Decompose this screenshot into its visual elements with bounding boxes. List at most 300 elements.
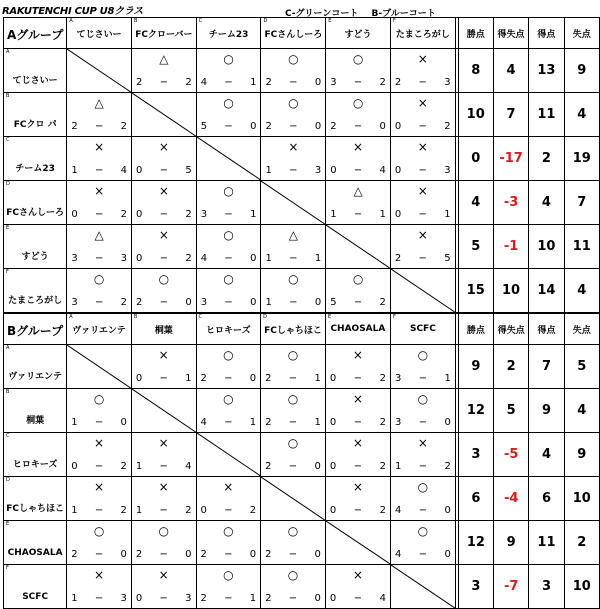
goals-scored: 13 [529, 49, 564, 93]
score [395, 417, 451, 428]
goals-against: 0 [120, 549, 127, 560]
goals-against: 0 [250, 121, 257, 132]
team-header-label: FCクローバー [135, 29, 193, 40]
row-team-label: チーム23 [15, 164, 55, 174]
team-letter: E [6, 521, 10, 527]
diagonal-line [391, 269, 455, 312]
result-symbol: ○ [93, 524, 105, 538]
goals-against: 0 [185, 549, 192, 560]
goals-against: 2 [249, 505, 257, 516]
match-result-cell [132, 225, 197, 269]
score [71, 593, 127, 604]
goal-difference: 4 [493, 49, 528, 93]
goals-conceded: 4 [564, 93, 599, 137]
diagonal-line [132, 389, 196, 432]
goals-for: 3 [71, 297, 78, 308]
score-dash: − [289, 297, 298, 308]
match-result-cell [67, 521, 132, 565]
row-team-label: FCさんしーろ [6, 208, 65, 218]
match-result-cell [261, 345, 326, 389]
result-symbol: × [352, 436, 363, 450]
goals-against: 2 [379, 77, 386, 88]
goals-against: 2 [379, 461, 386, 472]
goals-for: 1 [265, 165, 272, 176]
result-symbol: × [158, 348, 169, 362]
goals-scored: 7 [529, 345, 564, 389]
score-dash: − [224, 77, 233, 88]
match-result-cell [390, 137, 455, 181]
goals-for: 2 [265, 121, 272, 132]
goals-against: 2 [444, 461, 451, 472]
goals-against: 1 [444, 209, 451, 220]
team-header [261, 18, 326, 49]
goal-difference: -1 [493, 225, 528, 269]
score [201, 549, 257, 560]
team-header [196, 18, 261, 49]
goals-against: 1 [249, 593, 257, 604]
goals-against: 0 [314, 297, 322, 308]
points: 3 [458, 433, 493, 477]
team-header [390, 18, 455, 49]
team-letter: A [69, 18, 73, 24]
match-result-cell [390, 477, 455, 521]
match-result-cell [131, 345, 196, 389]
team-letter: E [6, 225, 10, 231]
goals-for: 1 [71, 165, 78, 176]
goals-scored: 6 [529, 477, 564, 521]
result-symbol: ○ [352, 52, 364, 66]
result-symbol: × [352, 392, 363, 406]
match-result-cell [132, 269, 197, 313]
score [71, 253, 127, 264]
row-team [4, 477, 67, 521]
result-symbol: × [417, 184, 428, 198]
score-dash: − [353, 505, 363, 516]
match-result-cell [67, 93, 132, 137]
score [201, 209, 257, 220]
score-dash: − [159, 209, 169, 220]
match-result-cell [67, 181, 132, 225]
team-header [132, 18, 197, 49]
goals-for: 4 [394, 505, 402, 516]
row-team-label: ヴァリエンテ [8, 372, 62, 382]
goals-against: 0 [444, 549, 451, 560]
goals-against: 3 [185, 593, 192, 604]
match-result-cell [67, 565, 132, 609]
goals-against: 5 [185, 165, 192, 176]
score-dash: − [224, 121, 233, 132]
goals-scored: 11 [529, 93, 564, 137]
self-match-cell [196, 137, 261, 181]
points: 5 [458, 225, 493, 269]
team-letter: F [6, 565, 9, 571]
goals-for: 2 [394, 77, 402, 88]
points: 12 [458, 389, 493, 433]
score [201, 121, 257, 132]
goal-difference: 7 [493, 93, 528, 137]
match-result-cell [390, 389, 455, 433]
match-result-cell [196, 345, 261, 389]
goals-for: 0 [329, 505, 337, 516]
score [136, 209, 192, 220]
result-symbol: × [94, 480, 105, 494]
goals-for: 1 [71, 593, 78, 604]
row-team-label: すどう [21, 252, 49, 262]
result-symbol: × [417, 140, 428, 154]
score [136, 593, 192, 604]
goals-against: 0 [444, 417, 451, 428]
stat-header: 得失点 [494, 314, 529, 345]
score-dash: − [288, 373, 298, 384]
result-symbol: × [158, 480, 169, 494]
result-symbol: ○ [287, 524, 299, 538]
row-team-label: てじさいー [12, 76, 58, 86]
score [265, 461, 321, 472]
goals-against: 0 [249, 373, 257, 384]
score-dash: − [159, 165, 169, 176]
team-header [325, 314, 390, 345]
points: 10 [458, 93, 493, 137]
goals-for: 1 [71, 417, 78, 428]
goals-for: 3 [71, 253, 78, 264]
goals-for: 3 [394, 417, 402, 428]
goal-difference: -5 [494, 433, 529, 477]
match-result-cell [67, 389, 132, 433]
team-letter: F [6, 269, 9, 275]
stat-header: 失点 [564, 18, 599, 49]
match-result-cell [326, 181, 391, 225]
result-symbol: ○ [417, 480, 429, 494]
score-dash: − [159, 505, 168, 516]
goals-for: 1 [265, 297, 272, 308]
match-result-cell [196, 565, 261, 609]
score-dash: − [94, 253, 104, 264]
stat-header: 得点 [529, 314, 564, 345]
score-dash: − [353, 373, 363, 384]
score [330, 461, 386, 472]
match-result-cell [132, 181, 197, 225]
points: 8 [458, 49, 493, 93]
self-match-cell [67, 49, 132, 93]
goals-against: 2 [120, 461, 127, 472]
score [330, 297, 386, 308]
result-symbol: × [352, 568, 363, 582]
goal-difference: -17 [493, 137, 528, 181]
row-team-label: SCFC [22, 592, 49, 602]
goals-against: 2 [379, 417, 386, 428]
goals-for: 0 [329, 461, 337, 472]
group-name [4, 314, 67, 345]
team-letter: F [392, 18, 396, 24]
score [265, 297, 321, 308]
goals-for: 4 [394, 549, 402, 560]
goals-against: 0 [314, 461, 321, 472]
score-dash: − [224, 209, 233, 220]
table-row [4, 269, 600, 313]
score [265, 165, 321, 176]
goals-against: 3 [314, 165, 322, 176]
goals-against: 3 [120, 253, 127, 264]
team-letter: F [392, 314, 396, 320]
match-result-cell [132, 137, 197, 181]
result-symbol: × [352, 348, 363, 362]
goals-against: 1 [314, 373, 321, 384]
table-row [4, 49, 600, 93]
row-team [4, 565, 67, 609]
result-symbol: ○ [287, 392, 299, 406]
goals-against: 2 [185, 77, 192, 88]
match-result-cell [325, 565, 390, 609]
goals-against: 1 [250, 209, 257, 220]
result-symbol: △ [159, 52, 169, 66]
self-match-cell [261, 477, 326, 521]
row-team [4, 345, 67, 389]
match-result-cell [325, 389, 390, 433]
team-header-label: FCしゃちほこ [264, 325, 322, 336]
score [330, 209, 386, 220]
group-name-label: Aグループ [7, 28, 64, 42]
match-result-cell [67, 477, 132, 521]
score-dash: − [289, 165, 298, 176]
result-symbol: ○ [288, 52, 299, 66]
diagonal-line [67, 345, 131, 388]
match-result-cell [196, 93, 261, 137]
match-result-cell [261, 225, 326, 269]
team-header-label: FCさんしーろ [264, 29, 323, 40]
match-result-cell [196, 269, 261, 313]
goals-for: 2 [200, 593, 207, 604]
match-result-cell [196, 181, 261, 225]
goals-conceded: 11 [564, 225, 599, 269]
goals-for: 2 [265, 461, 272, 472]
score [71, 121, 127, 132]
match-result-cell [261, 269, 326, 313]
team-header [390, 314, 455, 345]
score-dash: − [418, 373, 428, 384]
score [395, 549, 451, 560]
score [71, 549, 127, 560]
goals-scored: 14 [529, 269, 564, 313]
page-title: RAKUTENCHI CUP U8クラス [2, 6, 143, 17]
goals-for: 2 [200, 373, 207, 384]
score [395, 77, 451, 88]
match-result-cell [390, 93, 455, 137]
score [330, 505, 386, 516]
goals-against: 1 [379, 209, 386, 220]
score-dash: − [159, 253, 169, 264]
points: 3 [458, 565, 493, 609]
diagonal-line [67, 49, 131, 92]
score-dash: − [224, 297, 233, 308]
points: 15 [458, 269, 493, 313]
table-row [4, 93, 600, 137]
group-name [4, 18, 67, 49]
score-dash: − [353, 121, 363, 132]
goals-conceded: 9 [564, 433, 599, 477]
team-letter: A [6, 345, 10, 351]
table-row [4, 521, 600, 565]
goals-for: 4 [200, 77, 208, 88]
score [71, 209, 127, 220]
score [330, 417, 386, 428]
score-dash: − [353, 165, 363, 176]
team-header-label: ヒロキーズ [206, 325, 251, 336]
result-symbol: ○ [223, 52, 234, 66]
goals-against: 0 [444, 505, 451, 516]
match-result-cell [196, 225, 261, 269]
match-result-cell [196, 521, 261, 565]
team-header [261, 314, 326, 345]
score [395, 165, 451, 176]
team-letter: A [69, 314, 73, 320]
score-dash: − [418, 417, 428, 428]
score-dash: − [418, 253, 427, 264]
match-result-cell [131, 521, 196, 565]
score [330, 77, 386, 88]
table-row [4, 181, 600, 225]
row-team-label: FCしゃちほこ [6, 504, 65, 514]
score-dash: − [353, 297, 363, 308]
result-symbol: × [288, 140, 299, 154]
self-match-cell [132, 93, 197, 137]
row-team [4, 49, 67, 93]
score-dash: − [418, 165, 427, 176]
diagonal-line [391, 565, 455, 608]
result-symbol: ○ [287, 348, 299, 362]
team-letter: D [6, 181, 10, 187]
table-row [4, 137, 600, 181]
score [265, 593, 321, 604]
result-symbol: × [94, 184, 105, 198]
score-dash: − [159, 373, 168, 384]
goals-for: 2 [265, 593, 272, 604]
match-result-cell [261, 137, 326, 181]
goals-for: 2 [265, 373, 272, 384]
score [265, 253, 321, 264]
score [201, 253, 257, 264]
score [136, 549, 192, 560]
team-letter: B [6, 389, 10, 395]
team-header-label: ヴァリエンテ [72, 325, 126, 336]
team-letter: B [134, 18, 138, 24]
score [395, 121, 451, 132]
goal-difference: 2 [494, 345, 529, 389]
score [201, 593, 257, 604]
goals-for: 0 [329, 417, 337, 428]
row-team-label: たまころがし [8, 296, 63, 306]
score [395, 209, 451, 220]
score-dash: − [353, 77, 363, 88]
team-header-label: すどう [344, 29, 372, 40]
result-symbol: ○ [288, 96, 299, 110]
goals-for: 0 [329, 373, 337, 384]
score-dash: − [288, 593, 298, 604]
goals-for: 0 [71, 209, 78, 220]
row-team [4, 225, 67, 269]
team-letter: C [6, 137, 10, 143]
result-symbol: ○ [223, 272, 234, 286]
goals-for: 5 [200, 121, 208, 132]
score [136, 77, 192, 88]
result-symbol: ○ [287, 436, 299, 450]
result-symbol: ○ [223, 392, 234, 406]
team-header-label: チーム23 [208, 29, 249, 40]
score-dash: − [94, 461, 104, 472]
match-result-cell [67, 269, 132, 313]
goals-against: 5 [444, 253, 451, 264]
row-team-label: ヒロキーズ [12, 460, 58, 470]
result-symbol: ○ [223, 568, 234, 582]
table-row [4, 477, 600, 521]
team-letter: C [198, 314, 203, 320]
goals-against: 0 [314, 549, 321, 560]
result-symbol: △ [353, 184, 363, 198]
result-symbol: × [158, 140, 169, 154]
points: 0 [458, 137, 493, 181]
score-dash: − [353, 461, 363, 472]
score-dash: − [418, 121, 427, 132]
points: 4 [458, 181, 493, 225]
score-dash: − [94, 297, 104, 308]
self-match-cell [325, 521, 390, 565]
score-dash: − [224, 505, 233, 516]
header-row [4, 314, 600, 345]
team-letter: C [6, 433, 10, 439]
result-symbol: ○ [93, 392, 105, 406]
goals-against: 2 [379, 297, 386, 308]
team-header [67, 18, 132, 49]
match-result-cell [261, 433, 326, 477]
row-team-label: 桐葉 [26, 416, 45, 426]
team-header-label: SCFC [409, 324, 436, 334]
diagonal-line [197, 137, 261, 180]
self-match-cell [196, 433, 261, 477]
row-team-label: CHAOSALA [7, 548, 63, 558]
goal-difference: 10 [493, 269, 528, 313]
goals-for: 2 [71, 121, 78, 132]
match-result-cell [261, 521, 326, 565]
result-symbol: ○ [158, 272, 170, 286]
goals-against: 1 [249, 417, 257, 428]
table-row [4, 225, 600, 269]
score-dash: − [224, 593, 233, 604]
goals-against: 4 [379, 593, 386, 604]
result-symbol: × [158, 184, 169, 198]
goals-against: 2 [120, 505, 127, 516]
score [265, 417, 321, 428]
result-symbol: ○ [417, 392, 429, 406]
score-dash: − [94, 165, 104, 176]
goals-for: 2 [71, 549, 78, 560]
match-result-cell [196, 49, 261, 93]
team-letter: A [6, 49, 10, 55]
team-letter: E [328, 18, 332, 24]
match-result-cell [326, 49, 391, 93]
score [136, 373, 192, 384]
goal-difference: 9 [494, 521, 529, 565]
stat-header: 失点 [564, 314, 599, 345]
goals-for: 0 [135, 373, 143, 384]
goals-scored: 4 [529, 433, 564, 477]
goals-for: 2 [265, 417, 272, 428]
goals-for: 3 [330, 77, 337, 88]
score-dash: − [289, 77, 298, 88]
team-header [326, 18, 391, 49]
match-result-cell [67, 433, 132, 477]
result-symbol: × [417, 436, 428, 450]
score [265, 121, 321, 132]
result-symbol: ○ [287, 568, 299, 582]
